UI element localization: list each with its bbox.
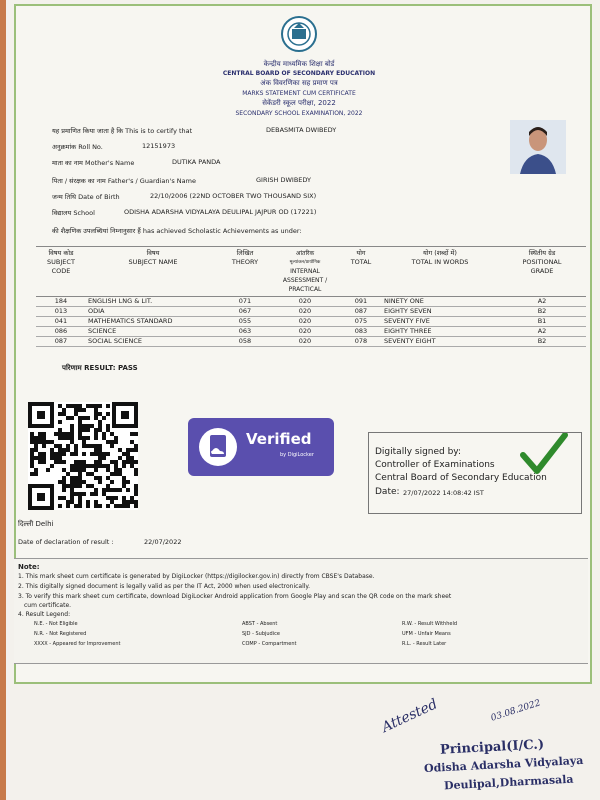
cell-code: 041: [36, 317, 86, 327]
cell-words: EIGHTY THREE: [382, 327, 498, 337]
cell-code: 087: [36, 337, 86, 347]
col-theory: लिखित THEORY: [220, 247, 270, 297]
table-row: [36, 337, 586, 347]
cell-total: 083: [340, 327, 382, 337]
legend-item: COMP - Compartment: [242, 641, 297, 647]
exam-title: SECONDARY SCHOOL EXAMINATION, 2022: [235, 110, 363, 117]
dob-label: जन्म तिथि Date of Birth: [52, 193, 120, 201]
dob-value: 22/10/2006 (22ND OCTOBER TWO THOUSAND SIX): [150, 192, 317, 200]
col-total-words: योग (शब्दों में) TOTAL IN WORDS: [382, 247, 498, 297]
col-subject-code: विषय कोड SUBJECT CODE: [36, 247, 86, 297]
father-label: पिता / संरक्षक का नाम Father's / Guardian's Name: [52, 177, 196, 185]
cell-words: SEVENTY FIVE: [382, 317, 498, 327]
legend-item: N.E. - Not Eligible: [34, 621, 78, 627]
cell-total: 078: [340, 337, 382, 347]
school-stamp-line2: Deulipal,Dharmasala: [443, 772, 574, 793]
qr-code-icon[interactable]: [28, 402, 138, 510]
checkmark-icon: [519, 433, 569, 475]
digilocker-verified-badge: [188, 418, 334, 476]
note-item: cum certificate.: [24, 602, 72, 609]
cell-code: 086: [36, 327, 86, 337]
col-subject-name: विषय SUBJECT NAME: [86, 247, 220, 297]
digital-signature-box: [368, 432, 582, 514]
cell-words: EIGHTY SEVEN: [382, 307, 498, 317]
col-internal: आंतरिक मूल्यांकन/प्रायोगिक INTERNAL ASSESSMENT / PRACTICAL: [270, 247, 340, 297]
principal-stamp: Principal(I/C.): [439, 737, 545, 758]
col-total: योग TOTAL: [340, 247, 382, 297]
legend-item: SJD - Subjudice: [242, 631, 280, 637]
cell-grade: B2: [498, 337, 586, 347]
cell-theory: 058: [220, 337, 270, 347]
sig-line-2: Controller of Examinations: [375, 460, 495, 470]
cell-theory: 063: [220, 327, 270, 337]
legend-item: XXXX - Appeared for Improvement: [34, 641, 121, 647]
father-name: GIRISH DWIBEDY: [256, 176, 312, 184]
marks-table-header: [36, 247, 586, 297]
document-cloud-icon: [198, 427, 238, 467]
candidate-photo: [510, 120, 566, 174]
sig-line-3: Central Board of Secondary Education: [375, 473, 547, 483]
table-row: [36, 297, 586, 307]
mother-label: माता का नाम Mother's Name: [52, 159, 135, 167]
cell-internal: 020: [270, 327, 340, 337]
roll-label: अनुक्रमांक Roll No.: [52, 143, 103, 151]
col-grade: स्थितीय ग्रेड POSITIONAL GRADE: [498, 247, 586, 297]
declaration-label: Date of declaration of result :: [18, 538, 114, 546]
legend-item: N.R. - Not Registered: [34, 631, 87, 637]
hindi-marks-title: अंक विवरणिका सह प्रमाण पत्र: [260, 79, 338, 87]
declaration-date: 22/07/2022: [144, 538, 182, 546]
cell-subject: ODIA: [86, 307, 220, 317]
cell-subject: ENGLISH LNG & LIT.: [86, 297, 220, 307]
marks-title: MARKS STATEMENT CUM CERTIFICATE: [242, 90, 356, 97]
note-item: 1. This mark sheet cum certificate is generated by DigiLocker (https://digilocker.gov.in) directly from CBSE's Database.: [18, 573, 375, 580]
cell-grade: A2: [498, 297, 586, 307]
mother-name: DUTIKA PANDA: [172, 158, 221, 166]
attested-handwriting: Attested: [379, 696, 441, 736]
sig-date: 27/07/2022 14:08:42 IST: [403, 489, 484, 497]
legend-item: R.L. - Result Later: [402, 641, 447, 647]
achievements-label: की शैक्षणिक उपलब्धियां निम्नानुसार हैं has achieved Scholastic Achievements as under:: [52, 227, 302, 235]
place-text: दिल्ली Delhi: [18, 520, 54, 528]
note-item: 2. This digitally signed document is legally valid as per the IT Act, 2000 when used electronically.: [18, 583, 311, 590]
verified-by-text: by DigiLocker: [280, 452, 314, 458]
roll-number: 12151973: [142, 142, 176, 150]
legend-item: UFM - Unfair Means: [402, 631, 451, 637]
certify-label: यह प्रमाणित किया जाता है कि This is to certify that: [52, 127, 193, 135]
cell-grade: B1: [498, 317, 586, 327]
cell-grade: B2: [498, 307, 586, 317]
board-name: CENTRAL BOARD OF SECONDARY EDUCATION: [222, 70, 376, 77]
cell-theory: 067: [220, 307, 270, 317]
cell-words: NINETY ONE: [382, 297, 498, 307]
verified-text: Verified: [246, 430, 312, 448]
school-stamp-line1: Odisha Adarsha Vidyalaya: [423, 753, 584, 776]
result-status: परिणाम RESULT: PASS: [62, 364, 138, 372]
cell-code: 184: [36, 297, 86, 307]
cell-theory: 055: [220, 317, 270, 327]
cell-total: 091: [340, 297, 382, 307]
candidate-name: DEBASMITA DWIBEDY: [266, 126, 337, 134]
marks-table: [36, 246, 586, 347]
cell-subject: MATHEMATICS STANDARD: [86, 317, 220, 327]
table-row: [36, 317, 586, 327]
cell-subject: SOCIAL SCIENCE: [86, 337, 220, 347]
cell-internal: 020: [270, 317, 340, 327]
legend-item: R.W. - Result Withheld: [402, 621, 458, 627]
school-label: विद्यालय School: [52, 209, 95, 217]
table-row: [36, 327, 586, 337]
school-name: ODISHA ADARSHA VIDYALAYA DEULIPAL JAJPUR OD (17221): [124, 208, 317, 216]
cell-internal: 020: [270, 307, 340, 317]
attested-date: 03.08.2022: [489, 698, 542, 724]
cbse-logo-icon: [280, 15, 318, 55]
cell-theory: 071: [220, 297, 270, 307]
cell-internal: 020: [270, 337, 340, 347]
hindi-board-name: केन्द्रीय माध्यमिक शिक्षा बोर्ड: [263, 60, 335, 68]
cell-internal: 020: [270, 297, 340, 307]
sig-line-1: Digitally signed by:: [375, 447, 462, 457]
table-row: [36, 307, 586, 317]
cell-total: 087: [340, 307, 382, 317]
notes-section: [14, 558, 588, 664]
cell-grade: A2: [498, 327, 586, 337]
note-item: 4. Result Legend:: [18, 611, 71, 618]
cell-words: SEVENTY EIGHT: [382, 337, 498, 347]
cell-total: 075: [340, 317, 382, 327]
legend-item: ABST - Absent: [242, 621, 278, 627]
cell-code: 013: [36, 307, 86, 317]
note-title: Note:: [18, 563, 40, 571]
hindi-exam-title: सेकेंडरी स्कूल परीक्षा, 2022: [262, 99, 336, 107]
sig-date-label: Date:: [375, 487, 400, 497]
note-item: 3. To verify this mark sheet cum certificate, download DigiLocker Android application from Google Play and scan the QR code on the mark sheet: [18, 593, 452, 600]
cell-subject: SCIENCE: [86, 327, 220, 337]
